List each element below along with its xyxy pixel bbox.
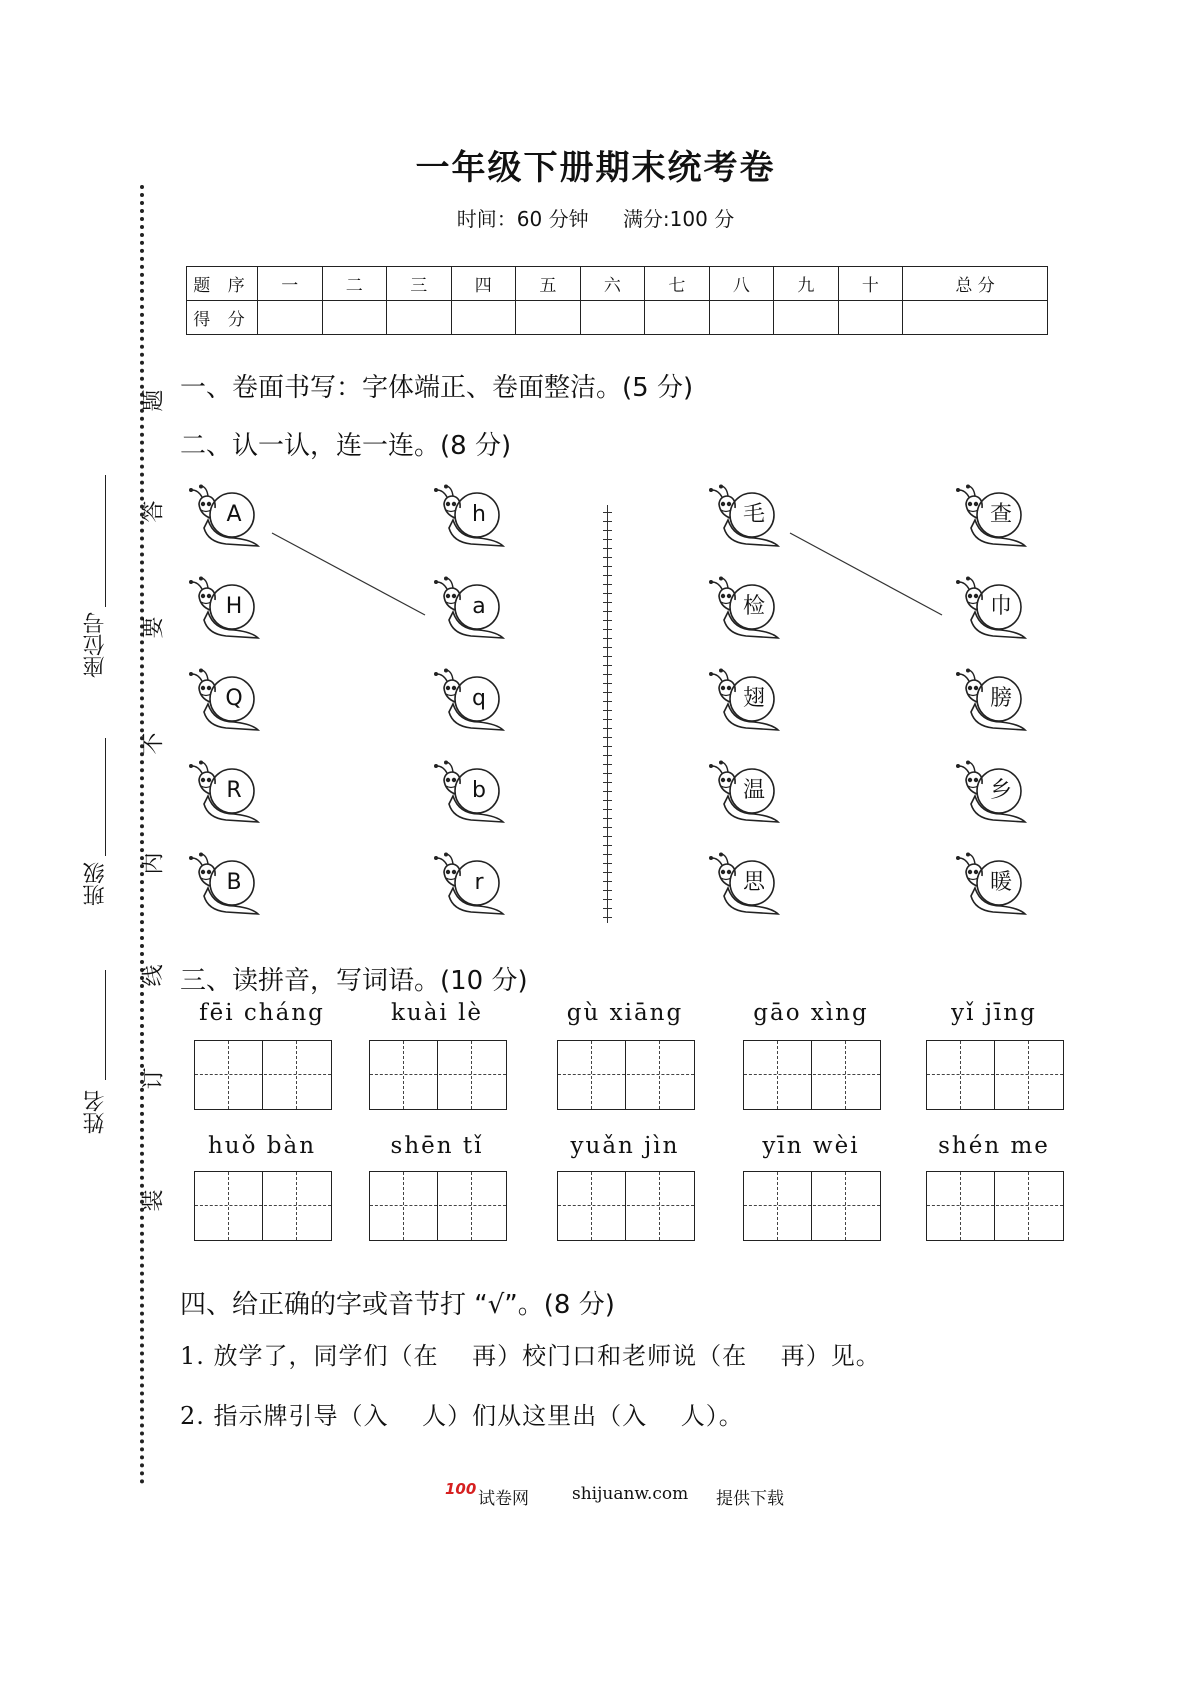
snail-label: 检 bbox=[742, 594, 765, 619]
grid-guide bbox=[845, 1172, 846, 1240]
pinyin-prompt: yǐ jīng bbox=[951, 1000, 1037, 1026]
grid-divider bbox=[437, 1041, 438, 1109]
divider-tick bbox=[603, 782, 612, 783]
column-header: 三 bbox=[387, 267, 452, 301]
snail-label: A bbox=[226, 502, 242, 527]
divider-tick bbox=[603, 746, 612, 747]
divider-tick bbox=[603, 611, 612, 612]
column-header: 五 bbox=[516, 267, 581, 301]
column-header: 一 bbox=[258, 267, 323, 301]
grid-guide bbox=[845, 1041, 846, 1109]
binding-char: 装 bbox=[141, 1189, 167, 1212]
divider-tick bbox=[603, 656, 612, 657]
writing-grid[interactable] bbox=[369, 1040, 507, 1110]
divider-tick bbox=[603, 629, 612, 630]
grid-guide bbox=[960, 1041, 961, 1109]
pinyin-prompt: fēi cháng bbox=[199, 1000, 325, 1026]
snail-label: 温 bbox=[742, 778, 765, 803]
binding-char: 订 bbox=[141, 1067, 167, 1090]
divider-tick bbox=[603, 575, 612, 576]
snail-label: r bbox=[474, 870, 484, 895]
row-header: 得 分 bbox=[187, 301, 258, 335]
snail-label: H bbox=[225, 594, 243, 619]
example-line-letters bbox=[272, 533, 425, 615]
snail-label: h bbox=[472, 502, 486, 527]
divider-tick bbox=[603, 908, 612, 909]
writing-grid[interactable] bbox=[557, 1040, 695, 1110]
grid-guide bbox=[777, 1041, 778, 1109]
snail-label: R bbox=[226, 778, 242, 803]
pinyin-prompt: gù xiāng bbox=[566, 1000, 684, 1026]
column-header: 九 bbox=[774, 267, 839, 301]
divider-tick bbox=[603, 665, 612, 666]
section-2-heading: 二、认一认，连一连。(8 分) bbox=[180, 431, 512, 461]
divider-tick bbox=[603, 899, 612, 900]
grid-divider bbox=[437, 1172, 438, 1240]
grid-guide bbox=[927, 1205, 1063, 1206]
grid-divider bbox=[811, 1041, 812, 1109]
exam-title: 一年级下册期末统考卷 bbox=[415, 148, 776, 188]
grid-guide bbox=[296, 1041, 297, 1109]
grid-divider bbox=[994, 1172, 995, 1240]
divider-tick bbox=[603, 530, 612, 531]
divider-tick bbox=[603, 827, 612, 828]
snail-label: 查 bbox=[989, 502, 1012, 527]
divider-tick bbox=[603, 710, 612, 711]
divider-tick bbox=[603, 539, 612, 540]
divider-tick bbox=[603, 764, 612, 765]
column-header: 七 bbox=[645, 267, 710, 301]
binding-char: 线 bbox=[141, 964, 167, 987]
seat-label: 座位号 bbox=[83, 612, 108, 678]
question-1[interactable]: 1. 放学了，同学们（在 再）校门口和老师说（在 再）见。 bbox=[180, 1342, 881, 1370]
writing-grid[interactable] bbox=[743, 1171, 881, 1241]
divider-tick bbox=[603, 593, 612, 594]
site-logo: 100 bbox=[445, 1480, 477, 1498]
time-label: 时间：60 分钟 bbox=[456, 207, 589, 231]
divider-tick bbox=[603, 647, 612, 648]
divider-tick bbox=[603, 566, 612, 567]
divider-tick bbox=[603, 872, 612, 873]
grid-guide bbox=[591, 1041, 592, 1109]
divider-tick bbox=[603, 719, 612, 720]
divider-tick bbox=[603, 674, 612, 675]
column-header: 四 bbox=[451, 267, 516, 301]
grid-guide bbox=[370, 1205, 506, 1206]
pinyin-prompt: kuài lè bbox=[390, 1000, 484, 1026]
writing-grid[interactable] bbox=[194, 1171, 332, 1241]
binding-char: 内 bbox=[141, 852, 167, 875]
divider-tick bbox=[603, 800, 612, 801]
grid-guide bbox=[228, 1041, 229, 1109]
grid-guide bbox=[471, 1172, 472, 1240]
snail-label: a bbox=[472, 594, 486, 619]
divider-tick bbox=[603, 755, 612, 756]
pinyin-prompt: huǒ bàn bbox=[207, 1133, 317, 1159]
snail-label: 膀 bbox=[989, 686, 1012, 711]
binding-char: 题 bbox=[141, 389, 167, 412]
column-header: 八 bbox=[709, 267, 774, 301]
writing-grid[interactable] bbox=[743, 1040, 881, 1110]
grid-guide bbox=[228, 1172, 229, 1240]
grid-divider bbox=[811, 1172, 812, 1240]
grid-guide bbox=[659, 1041, 660, 1109]
divider-tick bbox=[603, 836, 612, 837]
divider-tick bbox=[603, 791, 612, 792]
divider-tick bbox=[603, 728, 612, 729]
binding-char: 要 bbox=[141, 616, 167, 639]
divider-tick bbox=[603, 845, 612, 846]
pinyin-prompt: shén me bbox=[938, 1133, 1050, 1159]
grid-guide bbox=[744, 1205, 880, 1206]
divider-tick bbox=[603, 620, 612, 621]
name-label: 姓名 bbox=[83, 1090, 108, 1134]
full-score-label: 满分:100 分 bbox=[622, 207, 735, 231]
grid-divider bbox=[994, 1041, 995, 1109]
snail-label: B bbox=[226, 870, 242, 895]
grid-guide bbox=[195, 1205, 331, 1206]
column-header: 总 分 bbox=[903, 267, 1048, 301]
grid-guide bbox=[296, 1172, 297, 1240]
divider-tick bbox=[603, 512, 612, 513]
grid-guide bbox=[558, 1205, 694, 1206]
snail-label: b bbox=[472, 778, 486, 803]
divider-tick bbox=[603, 737, 612, 738]
grid-divider bbox=[262, 1041, 263, 1109]
divider-tick bbox=[603, 602, 612, 603]
column-header: 十 bbox=[838, 267, 903, 301]
writing-grid[interactable] bbox=[926, 1040, 1064, 1110]
grid-guide bbox=[471, 1041, 472, 1109]
section-3-heading: 三、读拼音，写词语。(10 分) bbox=[180, 966, 528, 996]
divider-tick bbox=[603, 584, 612, 585]
divider-tick bbox=[603, 773, 612, 774]
column-header: 六 bbox=[580, 267, 645, 301]
snail-label: 乡 bbox=[989, 778, 1012, 803]
pinyin-prompt: shēn tǐ bbox=[390, 1133, 484, 1159]
footer-site-url[interactable]: shijuanw.com bbox=[572, 1484, 689, 1504]
pinyin-prompt: yuǎn jìn bbox=[570, 1133, 680, 1159]
grid-divider bbox=[625, 1041, 626, 1109]
divider-tick bbox=[603, 521, 612, 522]
writing-grid[interactable] bbox=[194, 1040, 332, 1110]
grid-guide bbox=[960, 1172, 961, 1240]
divider-tick bbox=[603, 890, 612, 891]
divider-tick bbox=[603, 854, 612, 855]
section-1-heading: 一、卷面书写：字体端正、卷面整洁。(5 分) bbox=[180, 373, 694, 403]
divider-tick bbox=[603, 917, 612, 918]
divider-tick bbox=[603, 692, 612, 693]
section-4-heading: 四、给正确的字或音节打 “√”。(8 分) bbox=[180, 1290, 615, 1320]
grid-guide bbox=[403, 1172, 404, 1240]
grid-guide bbox=[403, 1041, 404, 1109]
pinyin-prompt: gāo xìng bbox=[753, 1000, 869, 1026]
snail-label: 翅 bbox=[742, 686, 765, 711]
divider-tick bbox=[603, 881, 612, 882]
writing-grid[interactable] bbox=[926, 1171, 1064, 1241]
snail-label: 思 bbox=[742, 870, 765, 895]
class-label: 班级 bbox=[83, 862, 108, 906]
row-header: 题 序 bbox=[187, 267, 258, 301]
writing-grid[interactable] bbox=[369, 1171, 507, 1241]
grid-guide bbox=[1028, 1172, 1029, 1240]
grid-divider bbox=[625, 1172, 626, 1240]
binding-char: 答 bbox=[141, 500, 167, 523]
grid-guide bbox=[659, 1172, 660, 1240]
snail-label: q bbox=[472, 686, 486, 711]
grid-guide bbox=[591, 1172, 592, 1240]
grid-guide bbox=[370, 1074, 506, 1075]
pinyin-prompt: yīn wèi bbox=[762, 1133, 860, 1159]
grid-guide bbox=[777, 1172, 778, 1240]
divider-tick bbox=[603, 701, 612, 702]
footer-download: 提供下载 bbox=[716, 1489, 784, 1509]
example-line-chars bbox=[790, 533, 942, 615]
footer-site-name: 试卷网 bbox=[478, 1489, 529, 1509]
grid-guide bbox=[927, 1074, 1063, 1075]
question-2[interactable]: 2. 指示牌引导（入 人）们从这里出（入 人）。 bbox=[180, 1402, 744, 1430]
grid-guide bbox=[1028, 1041, 1029, 1109]
grid-guide bbox=[195, 1074, 331, 1075]
matching-divider bbox=[607, 505, 608, 923]
grid-divider bbox=[262, 1172, 263, 1240]
snail-label: 暖 bbox=[989, 870, 1012, 895]
grid-guide bbox=[744, 1074, 880, 1075]
divider-tick bbox=[603, 863, 612, 864]
divider-tick bbox=[603, 818, 612, 819]
divider-tick bbox=[603, 638, 612, 639]
snail-label: Q bbox=[225, 686, 243, 711]
column-header: 二 bbox=[322, 267, 387, 301]
grid-guide bbox=[558, 1074, 694, 1075]
binding-char: 不 bbox=[141, 732, 167, 755]
snail-label: 毛 bbox=[742, 502, 765, 527]
writing-grid[interactable] bbox=[557, 1171, 695, 1241]
divider-tick bbox=[603, 683, 612, 684]
divider-tick bbox=[603, 548, 612, 549]
snail-label: 巾 bbox=[989, 594, 1012, 619]
divider-tick bbox=[603, 557, 612, 558]
divider-tick bbox=[603, 809, 612, 810]
